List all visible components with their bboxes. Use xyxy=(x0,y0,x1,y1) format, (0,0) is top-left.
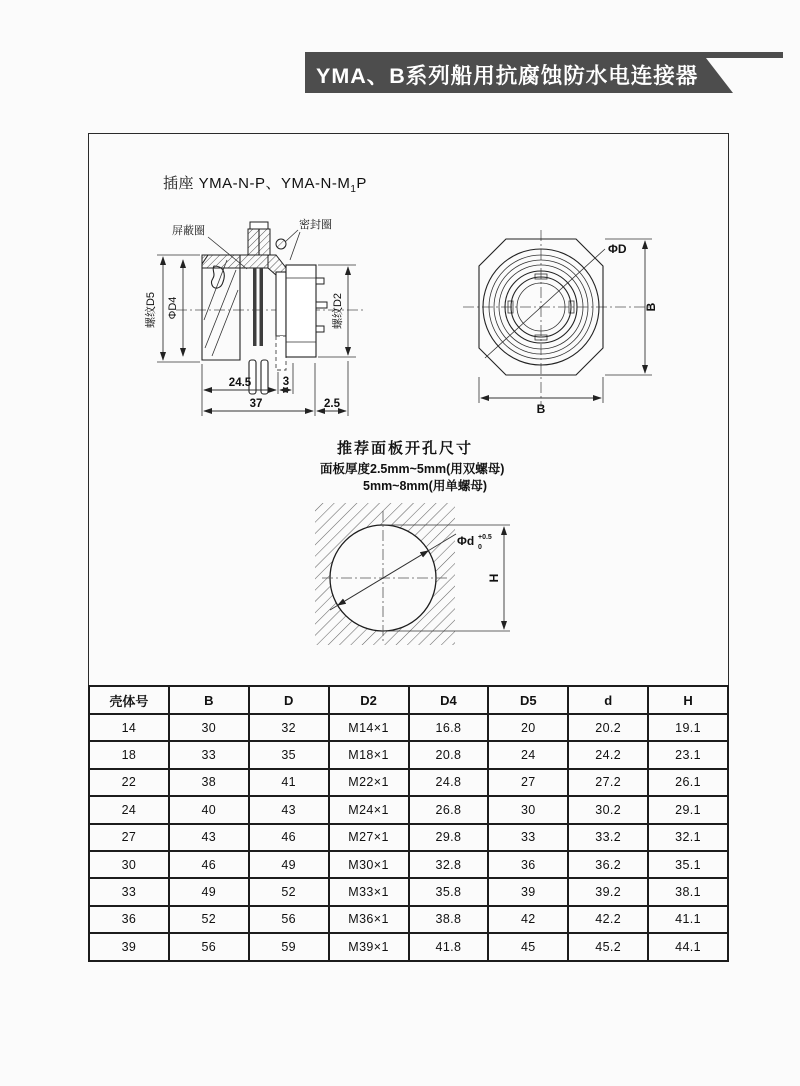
table-cell: 26.1 xyxy=(648,769,728,796)
table-cell: M33×1 xyxy=(329,878,409,905)
table-cell: 32 xyxy=(249,714,329,741)
table-cell: 38 xyxy=(169,769,249,796)
table-row xyxy=(89,796,728,823)
table-row xyxy=(89,824,728,851)
insert-bar xyxy=(253,268,257,346)
table-cell: 32.1 xyxy=(648,824,728,851)
table-row xyxy=(89,769,728,796)
phi-d4-label: ΦD4 xyxy=(167,296,179,320)
table-cell: 38.1 xyxy=(648,878,728,905)
column-header: D xyxy=(249,686,329,714)
table-cell: 52 xyxy=(249,878,329,905)
table-cell: 41.1 xyxy=(648,906,728,933)
contact-tail xyxy=(316,326,324,332)
table-cell: 24 xyxy=(488,741,568,768)
table-cell: 42 xyxy=(488,906,568,933)
table-cell: M30×1 xyxy=(329,851,409,878)
table-cell: 36 xyxy=(89,906,169,933)
contact-pin xyxy=(261,360,268,394)
page-title: YMA、B系列船用抗腐蚀防水电连接器 xyxy=(316,64,699,88)
table-cell: 33 xyxy=(169,741,249,768)
table-cell: 14 xyxy=(89,714,169,741)
title-banner xyxy=(300,48,795,98)
table-cell: 27.2 xyxy=(568,769,648,796)
table-cell: 24.8 xyxy=(409,769,489,796)
table-cell: 52 xyxy=(169,906,249,933)
table-cell: 40 xyxy=(169,796,249,823)
panel-cutout-view xyxy=(310,493,525,651)
table-cell: 29.1 xyxy=(648,796,728,823)
table-cell: 30.2 xyxy=(568,796,648,823)
column-header: d xyxy=(568,686,648,714)
phi-d-label: Φd xyxy=(457,534,475,548)
table-row xyxy=(89,851,728,878)
table-row xyxy=(89,933,728,960)
flange-hidden-edge xyxy=(276,336,286,370)
b-bottom-label: B xyxy=(536,402,546,416)
table-cell: 24 xyxy=(89,796,169,823)
model-subscript: 1 xyxy=(350,184,357,195)
spec-table-head xyxy=(89,686,728,714)
phi-d-tolerance-upper: +0.5 xyxy=(478,534,492,541)
contact-tail xyxy=(316,278,324,284)
table-cell: 44.1 xyxy=(648,933,728,960)
table-cell: 23.1 xyxy=(648,741,728,768)
table-cell: 36 xyxy=(488,851,568,878)
front-view xyxy=(455,222,690,417)
table-cell: M36×1 xyxy=(329,906,409,933)
table-cell: 56 xyxy=(249,906,329,933)
model-suffix: P xyxy=(356,175,367,192)
table-cell: 19.1 xyxy=(648,714,728,741)
dim-24-5: 24.5 xyxy=(228,377,252,389)
table-cell: 39.2 xyxy=(568,878,648,905)
panel-note-line1: 面板厚度2.5mm~5mm(用双螺母) xyxy=(320,462,505,476)
table-cell: 18 xyxy=(89,741,169,768)
table-cell: 49 xyxy=(169,878,249,905)
column-header: H xyxy=(648,686,728,714)
table-cell: 26.8 xyxy=(409,796,489,823)
table-cell: M27×1 xyxy=(329,824,409,851)
column-header: D2 xyxy=(329,686,409,714)
table-row xyxy=(89,878,728,905)
table-cell: 29.8 xyxy=(409,824,489,851)
table-row xyxy=(89,906,728,933)
table-cell: M22×1 xyxy=(329,769,409,796)
column-header: B xyxy=(169,686,249,714)
table-cell: 35 xyxy=(249,741,329,768)
table-cell: 38.8 xyxy=(409,906,489,933)
column-header: D5 xyxy=(488,686,568,714)
shield-ring-label: 屏蔽圈 xyxy=(172,225,205,237)
panel-note-line2: 5mm~8mm(用单螺母) xyxy=(363,479,487,493)
phi-d-label: ΦD xyxy=(608,242,627,256)
table-cell: 33.2 xyxy=(568,824,648,851)
table-row xyxy=(89,714,728,741)
table-row xyxy=(89,741,728,768)
phi-d-tolerance-lower: 0 xyxy=(478,544,482,551)
model-designation xyxy=(163,172,367,195)
panel-thickness-notes xyxy=(320,461,504,495)
table-cell: 45.2 xyxy=(568,933,648,960)
table-cell: 33 xyxy=(89,878,169,905)
table-cell: 59 xyxy=(249,933,329,960)
bolt-head xyxy=(250,222,268,229)
table-cell: 30 xyxy=(169,714,249,741)
seal-ring-section xyxy=(276,239,286,249)
coupling-nut-section xyxy=(202,255,268,268)
table-cell: 43 xyxy=(169,824,249,851)
table-cell: 32.8 xyxy=(409,851,489,878)
table-cell: 41 xyxy=(249,769,329,796)
seal-ring-leader xyxy=(285,230,298,242)
table-cell: 20.8 xyxy=(409,741,489,768)
banner-top-strip xyxy=(305,52,783,58)
table-cell: 36.2 xyxy=(568,851,648,878)
table-cell: 27 xyxy=(488,769,568,796)
table-cell: 39 xyxy=(488,878,568,905)
table-cell: M39×1 xyxy=(329,933,409,960)
panel-cutout-title: 推荐面板开孔尺寸 xyxy=(337,440,474,457)
thread-d5-label: 螺纹D5 xyxy=(145,291,157,329)
table-cell: 33 xyxy=(488,824,568,851)
thread-d2-label: 螺纹D2 xyxy=(332,292,344,330)
table-cell: 20 xyxy=(488,714,568,741)
table-cell: 24.2 xyxy=(568,741,648,768)
table-cell: 35.1 xyxy=(648,851,728,878)
table-cell: 45 xyxy=(488,933,568,960)
table-cell: 46 xyxy=(169,851,249,878)
table-cell: 43 xyxy=(249,796,329,823)
spec-table-body xyxy=(89,714,728,961)
cross-section-view xyxy=(128,198,378,438)
table-cell: 30 xyxy=(89,851,169,878)
receptacle-body xyxy=(286,265,316,357)
table-cell: M24×1 xyxy=(329,796,409,823)
table-cell: 30 xyxy=(488,796,568,823)
insert-bar xyxy=(260,268,264,346)
table-cell: 22 xyxy=(89,769,169,796)
table-cell: 27 xyxy=(89,824,169,851)
mounting-flange xyxy=(276,272,286,336)
table-cell: 42.2 xyxy=(568,906,648,933)
table-cell: 41.8 xyxy=(409,933,489,960)
column-header: D4 xyxy=(409,686,489,714)
dim-37: 37 xyxy=(249,398,263,410)
table-cell: M18×1 xyxy=(329,741,409,768)
table-cell: 39 xyxy=(89,933,169,960)
h-label: H xyxy=(487,573,501,583)
dim-3: 3 xyxy=(282,376,290,388)
table-cell: 20.2 xyxy=(568,714,648,741)
table-cell: 46 xyxy=(249,824,329,851)
column-header: 壳体号 xyxy=(89,686,169,714)
b-right-label: B xyxy=(644,302,658,312)
dim-2-5: 2.5 xyxy=(324,398,340,410)
contact-tail xyxy=(316,302,327,308)
table-cell: 16.8 xyxy=(409,714,489,741)
seal-ring-label: 密封圈 xyxy=(299,219,332,231)
table-cell: 49 xyxy=(249,851,329,878)
model-prefix: 插座 YMA-N-P、YMA-N-M xyxy=(163,175,351,192)
table-cell: 35.8 xyxy=(409,878,489,905)
table-cell: M14×1 xyxy=(329,714,409,741)
table-cell: 56 xyxy=(169,933,249,960)
spec-table xyxy=(88,685,729,962)
header-row xyxy=(89,686,728,714)
